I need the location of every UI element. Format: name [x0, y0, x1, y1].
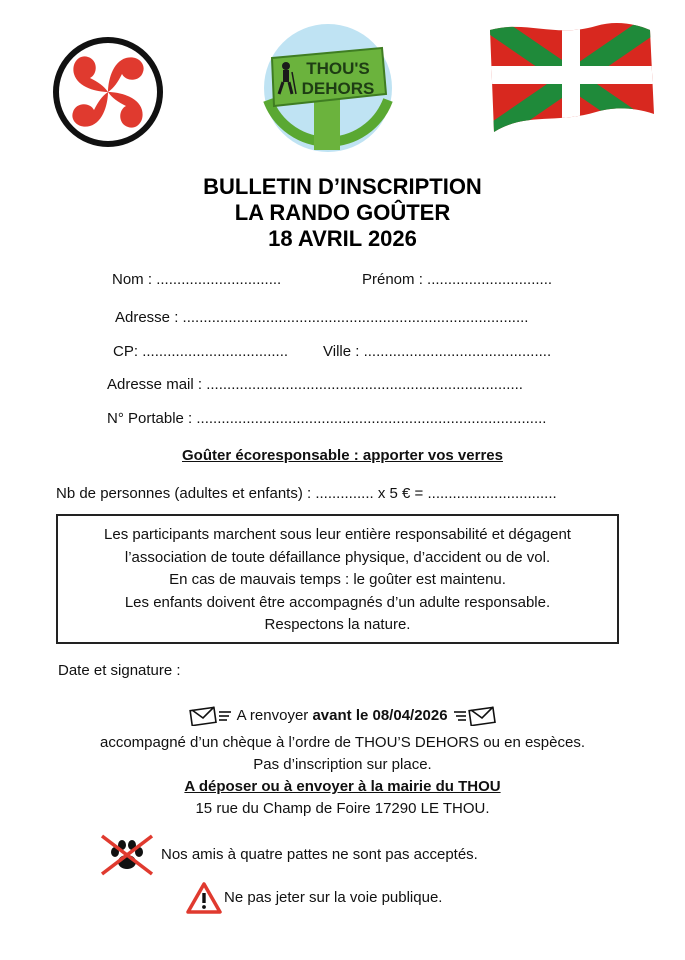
portable-field[interactable]	[107, 410, 546, 427]
litter-note: Ne pas jeter sur la voie publique.	[224, 889, 443, 906]
disclaimer-line: Les enfants doivent être accompagnés d’un adulte responsable.	[124, 593, 551, 611]
signature-label: Date et signature :	[58, 662, 181, 679]
title-line3: 18 AVRIL 2026	[268, 226, 417, 251]
adresse-field[interactable]	[115, 309, 528, 326]
lauburu-logo	[52, 36, 164, 148]
return-prefix: A renvoyer	[236, 706, 309, 724]
warning-icon	[185, 881, 223, 915]
envelope-right-icon	[452, 706, 496, 726]
no-pets-icon	[98, 832, 156, 878]
portable-label: N° Portable :	[107, 410, 193, 427]
prenom-label: Prénom :	[362, 271, 423, 288]
persons-dots: ..............	[315, 485, 374, 502]
gouter-note: Goûter écoresponsable : apporter vos verres	[182, 447, 503, 464]
ville-dots: .............................................	[363, 343, 552, 360]
nom-field[interactable]	[112, 271, 281, 288]
basque-flag	[486, 20, 658, 138]
return-line5: 15 rue du Champ de Foire 17290 LE THOU.	[195, 800, 490, 817]
disclaimer-box	[56, 514, 619, 644]
nom-dots: ..............................	[156, 271, 282, 288]
persons-field[interactable]	[56, 485, 557, 502]
mail-field[interactable]	[107, 376, 523, 393]
return-deadline: avant le 08/04/2026	[312, 706, 448, 724]
cp-dots: ...................................	[142, 343, 289, 360]
nom-label: Nom :	[112, 271, 153, 288]
price-label: x 5 € =	[377, 485, 424, 502]
logo-line1: THOU'S	[306, 59, 370, 78]
adresse-label: Adresse :	[115, 309, 179, 326]
disclaimer-line: Les participants marchent sous leur entière responsabilité et dégagent	[104, 526, 571, 543]
logo-line2: DEHORS	[301, 79, 375, 98]
disclaimer-line: l’association de toute défaillance physique, d’accident ou de vol.	[124, 548, 551, 566]
mail-dots: ............................................................................	[206, 376, 523, 393]
title-line1: BULLETIN D’INSCRIPTION	[203, 174, 482, 199]
cp-label: CP:	[113, 343, 139, 360]
disclaimer-line: Respectons la nature.	[264, 616, 411, 633]
return-line	[0, 706, 685, 726]
ville-field[interactable]	[323, 343, 551, 360]
disclaimer-line: En cas de mauvais temps : le goûter est maintenu.	[169, 571, 506, 588]
adresse-dots: ...................................................................................	[182, 309, 529, 326]
return-line4: A déposer ou à envoyer à la mairie du THOU	[184, 778, 501, 795]
title-line2: LA RANDO GOÛTER	[234, 200, 451, 225]
prenom-dots: ..............................	[427, 271, 553, 288]
envelope-left-icon	[189, 706, 233, 726]
prenom-field[interactable]	[362, 271, 552, 288]
mail-label: Adresse mail :	[107, 376, 203, 393]
ville-label: Ville :	[323, 343, 360, 360]
return-line2: accompagné d’un chèque à l’ordre de THOU’S DEHORS ou en espèces.	[100, 734, 585, 751]
thous-dehors-logo	[254, 14, 402, 162]
portable-dots: ....................................................................................	[196, 410, 547, 427]
cp-field[interactable]	[113, 343, 288, 360]
total-dots: ...............................	[427, 485, 557, 502]
return-line3: Pas d’inscription sur place.	[253, 756, 432, 773]
pets-note: Nos amis à quatre pattes ne sont pas acceptés.	[161, 846, 478, 863]
persons-label: Nb de personnes (adultes et enfants) :	[56, 485, 312, 502]
